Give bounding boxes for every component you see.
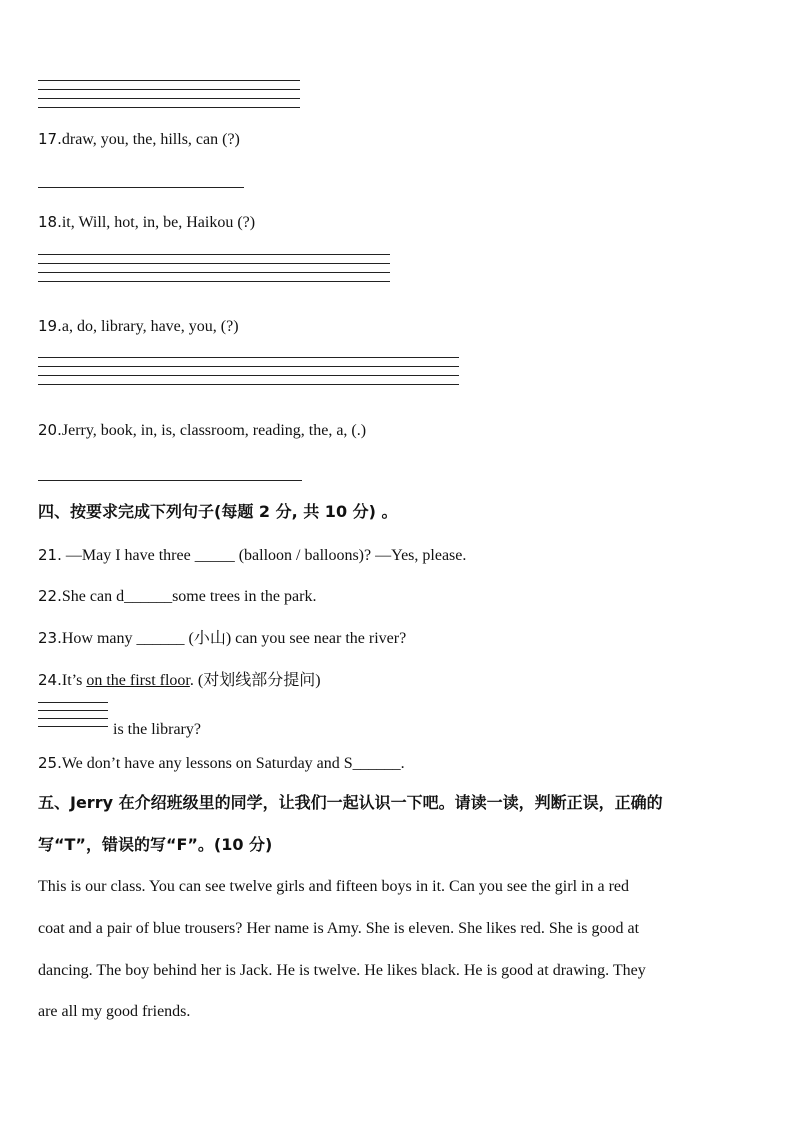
question-text: Jerry, book, in, is, classroom, reading, the, a, (.) <box>61 422 367 439</box>
answer-line[interactable] <box>38 702 108 703</box>
question-17 <box>38 129 240 150</box>
answer-line[interactable] <box>38 254 390 255</box>
question-text: We don’t have any lessons on Saturday and S______. <box>61 755 405 772</box>
question-text: —May I have three _____ (balloon / balloons)? —Yes, please. <box>61 547 467 564</box>
question-number: 17. <box>38 130 62 148</box>
section-5-heading-line-2: 写“T”，错误的写“F”。(10 分) <box>38 835 273 854</box>
question-number: 25. <box>38 754 62 772</box>
answer-line[interactable] <box>38 272 390 273</box>
answer-line[interactable] <box>38 281 390 282</box>
answer-line[interactable] <box>38 80 300 81</box>
answer-line[interactable] <box>38 718 108 719</box>
answer-line[interactable] <box>38 357 459 358</box>
question-25 <box>38 753 405 774</box>
question-text-post: . (对划线部分提问) <box>189 672 321 689</box>
question-19 <box>38 316 239 337</box>
question-text: draw, you, the, hills, can (?) <box>61 131 240 148</box>
answer-line[interactable] <box>38 263 390 264</box>
question-number: 24. <box>38 671 62 689</box>
answer-lines-24 <box>38 702 108 734</box>
section-5-heading-line-1: 五、Jerry 在介绍班级里的同学，让我们一起认识一下吧。请读一读，判断正误，正确的 <box>38 793 663 812</box>
question-number: 18. <box>38 213 62 231</box>
passage-line: are all my good friends. <box>38 1003 191 1020</box>
passage-line: dancing. The boy behind her is Jack. He is twelve. He likes black. He is good at drawing. They <box>38 962 646 979</box>
question-21 <box>38 545 466 566</box>
answer-lines-18 <box>38 254 390 290</box>
answer-line[interactable] <box>38 384 459 385</box>
answer-line-17[interactable] <box>38 187 244 188</box>
question-23 <box>38 628 406 649</box>
answer-line[interactable] <box>38 107 300 108</box>
question-number: 22. <box>38 587 62 605</box>
question-text: How many ______ (小山) can you see near the river? <box>61 630 407 647</box>
section-4-heading: 四、按要求完成下列句子(每题 2 分, 共 10 分) 。 <box>38 502 398 521</box>
passage-line: coat and a pair of blue trousers? Her name is Amy. She is eleven. She likes red. She is good at <box>38 920 640 937</box>
answer-line[interactable] <box>38 98 300 99</box>
answer-lines-19 <box>38 357 459 393</box>
question-20 <box>38 420 366 441</box>
underlined-phrase: on the first floor <box>86 672 190 689</box>
question-22 <box>38 586 316 607</box>
question-text-pre: It’s <box>61 672 87 689</box>
answer-line[interactable] <box>38 366 459 367</box>
question-text: a, do, library, have, you, (?) <box>61 318 239 335</box>
question-18 <box>38 212 255 233</box>
question-24 <box>38 670 321 691</box>
question-number: 19. <box>38 317 62 335</box>
answer-line[interactable] <box>38 375 459 376</box>
question-text: She can d______some trees in the park. <box>61 588 317 605</box>
answer-line[interactable] <box>38 726 108 727</box>
question-text: it, Will, hot, in, be, Haikou (?) <box>61 214 256 231</box>
answer-line[interactable] <box>38 710 108 711</box>
question-24-tail: is the library? <box>113 721 201 738</box>
answer-line-20[interactable] <box>38 480 302 481</box>
answer-lines-16 <box>38 80 300 116</box>
answer-line[interactable] <box>38 89 300 90</box>
question-number: 23. <box>38 629 62 647</box>
question-number: 20. <box>38 421 62 439</box>
passage-line: This is our class. You can see twelve girls and fifteen boys in it. Can you see the girl in a red <box>38 878 629 895</box>
question-number: 21. <box>38 546 62 564</box>
